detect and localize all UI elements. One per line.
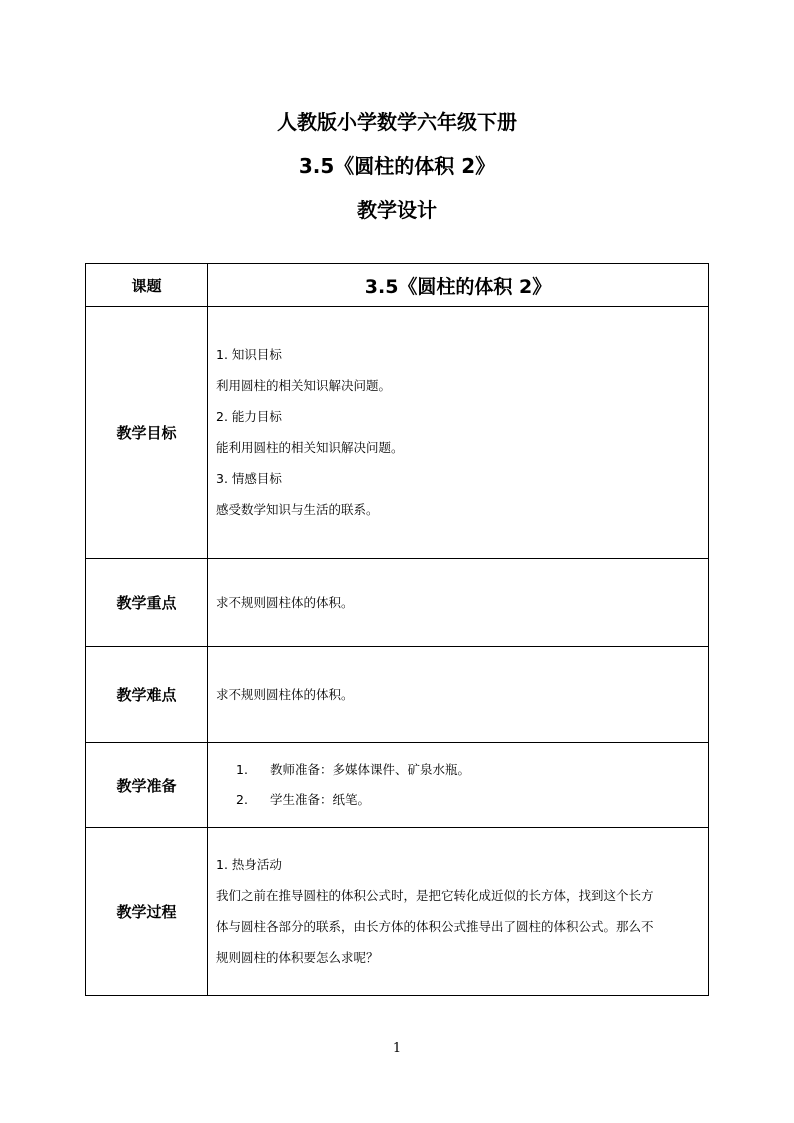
process-line: 体与圆柱各部分的联系，由长方体的体积公式推导出了圆柱的体积公式。那么不	[216, 919, 654, 934]
prep-item	[208, 790, 708, 810]
process-line: 1. 热身活动	[216, 857, 282, 872]
key-points-value: 求不规则圆柱体的体积。	[216, 594, 354, 610]
prep-item	[208, 760, 708, 780]
table-row-process	[86, 828, 709, 996]
prep-item-text: 学生准备：纸笔。	[270, 792, 371, 807]
goal-line: 利用圆柱的相关知识解决问题。	[216, 378, 392, 393]
goals-label: 教学目标	[86, 307, 208, 559]
goal-line: 能利用圆柱的相关知识解决问题。	[216, 440, 404, 455]
goal-line: 感受数学知识与生活的联系。	[216, 502, 379, 517]
topic-value: 3.5《圆柱的体积 2》	[208, 264, 709, 307]
difficulty-value: 求不规则圆柱体的体积。	[216, 686, 354, 702]
goal-line: 2. 能力目标	[216, 409, 282, 424]
topic-label: 课题	[86, 264, 208, 307]
prep-item-text: 教师准备：多媒体课件、矿泉水瓶。	[270, 762, 471, 777]
process-line: 规则圆柱的体积要怎么求呢？	[216, 950, 379, 965]
page-number: 1	[392, 1041, 402, 1056]
key-points-content	[208, 559, 709, 647]
process-label: 教学过程	[86, 828, 208, 996]
table-row-key-points	[86, 559, 709, 647]
document-title	[0, 100, 794, 232]
difficulty-label: 教学难点	[86, 647, 208, 743]
lesson-plan-table	[85, 263, 709, 996]
title-line-1: 人教版小学数学六年级下册	[277, 110, 517, 134]
prep-item-number: 1.	[236, 762, 248, 777]
table-row-difficulty	[86, 647, 709, 743]
preparation-content	[208, 743, 709, 828]
title-line-2: 3.5《圆柱的体积 2》	[298, 154, 496, 178]
prep-item-number: 2.	[236, 792, 248, 807]
title-line-3: 教学设计	[357, 198, 437, 222]
goal-line: 1. 知识目标	[216, 347, 282, 362]
process-line: 我们之前在推导圆柱的体积公式时，是把它转化成近似的长方体，找到这个长方	[216, 888, 654, 903]
preparation-label: 教学准备	[86, 743, 208, 828]
goal-line: 3. 情感目标	[216, 471, 282, 486]
table-row-goals	[86, 307, 709, 559]
table-row-topic	[86, 264, 709, 307]
key-points-label: 教学重点	[86, 559, 208, 647]
table-row-preparation	[86, 743, 709, 828]
difficulty-content	[208, 647, 709, 743]
process-content	[208, 828, 709, 996]
goals-content	[208, 307, 709, 559]
